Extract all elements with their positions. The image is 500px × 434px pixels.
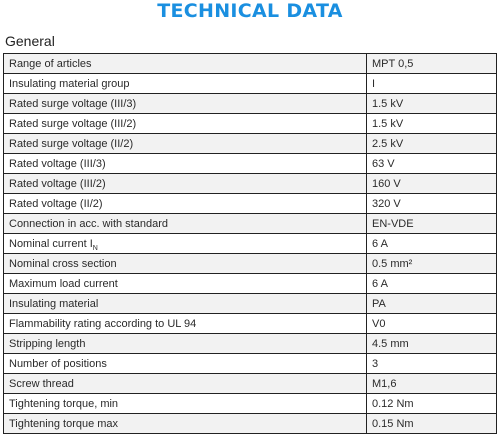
row-value: M1,6 bbox=[367, 374, 497, 394]
table-row bbox=[4, 254, 497, 274]
table-row bbox=[4, 134, 497, 154]
table-row bbox=[4, 314, 497, 334]
row-value: 1.5 kV bbox=[367, 94, 497, 114]
row-label: Tightening torque max bbox=[4, 414, 367, 434]
row-value: EN-VDE bbox=[367, 214, 497, 234]
table-row bbox=[4, 214, 497, 234]
row-value: 0.15 Nm bbox=[367, 414, 497, 434]
table-row bbox=[4, 354, 497, 374]
table-row bbox=[4, 234, 497, 254]
row-value: 2.5 kV bbox=[367, 134, 497, 154]
row-value: PA bbox=[367, 294, 497, 314]
table-row bbox=[4, 394, 497, 414]
row-value: V0 bbox=[367, 314, 497, 334]
table-row bbox=[4, 114, 497, 134]
row-label: Tightening torque, min bbox=[4, 394, 367, 414]
label-subscript: N bbox=[92, 244, 98, 252]
row-value: 320 V bbox=[367, 194, 497, 214]
row-label: Insulating material bbox=[4, 294, 367, 314]
table-row bbox=[4, 374, 497, 394]
table-row bbox=[4, 334, 497, 354]
row-label: Stripping length bbox=[4, 334, 367, 354]
row-value: 1.5 kV bbox=[367, 114, 497, 134]
table-row bbox=[4, 194, 497, 214]
table-row bbox=[4, 274, 497, 294]
row-value: 3 bbox=[367, 354, 497, 374]
section-title: General bbox=[5, 33, 55, 49]
table-row bbox=[4, 94, 497, 114]
row-label: Nominal current I bbox=[9, 237, 93, 250]
row-value: MPT 0,5 bbox=[367, 54, 497, 74]
row-label: Rated voltage (II/2) bbox=[4, 194, 367, 214]
technical-data-table bbox=[3, 53, 497, 434]
row-label: Insulating material group bbox=[4, 74, 367, 94]
table-row bbox=[4, 74, 497, 94]
page-title: TECHNICAL DATA bbox=[157, 0, 343, 22]
row-label: Connection in acc. with standard bbox=[4, 214, 367, 234]
row-label: Rated surge voltage (II/2) bbox=[4, 134, 367, 154]
row-label: Flammability rating according to UL 94 bbox=[4, 314, 367, 334]
row-value: 160 V bbox=[367, 174, 497, 194]
table-row bbox=[4, 414, 497, 434]
table-row bbox=[4, 154, 497, 174]
table-row bbox=[4, 54, 497, 74]
row-value: 6 A bbox=[367, 234, 497, 254]
row-label-with-subscript bbox=[4, 234, 367, 254]
row-label: Screw thread bbox=[4, 374, 367, 394]
table-row bbox=[4, 294, 497, 314]
row-label: Rated surge voltage (III/2) bbox=[4, 114, 367, 134]
row-value: I bbox=[367, 74, 497, 94]
row-label: Number of positions bbox=[4, 354, 367, 374]
row-value: 0.5 mm² bbox=[367, 254, 497, 274]
row-label: Range of articles bbox=[4, 54, 367, 74]
row-label: Maximum load current bbox=[4, 274, 367, 294]
row-label: Rated surge voltage (III/3) bbox=[4, 94, 367, 114]
row-value: 4.5 mm bbox=[367, 334, 497, 354]
row-value: 6 A bbox=[367, 274, 497, 294]
row-value: 63 V bbox=[367, 154, 497, 174]
row-value: 0.12 Nm bbox=[367, 394, 497, 414]
row-label: Rated voltage (III/3) bbox=[4, 154, 367, 174]
table-row bbox=[4, 174, 497, 194]
row-label: Rated voltage (III/2) bbox=[4, 174, 367, 194]
row-label: Nominal cross section bbox=[4, 254, 367, 274]
